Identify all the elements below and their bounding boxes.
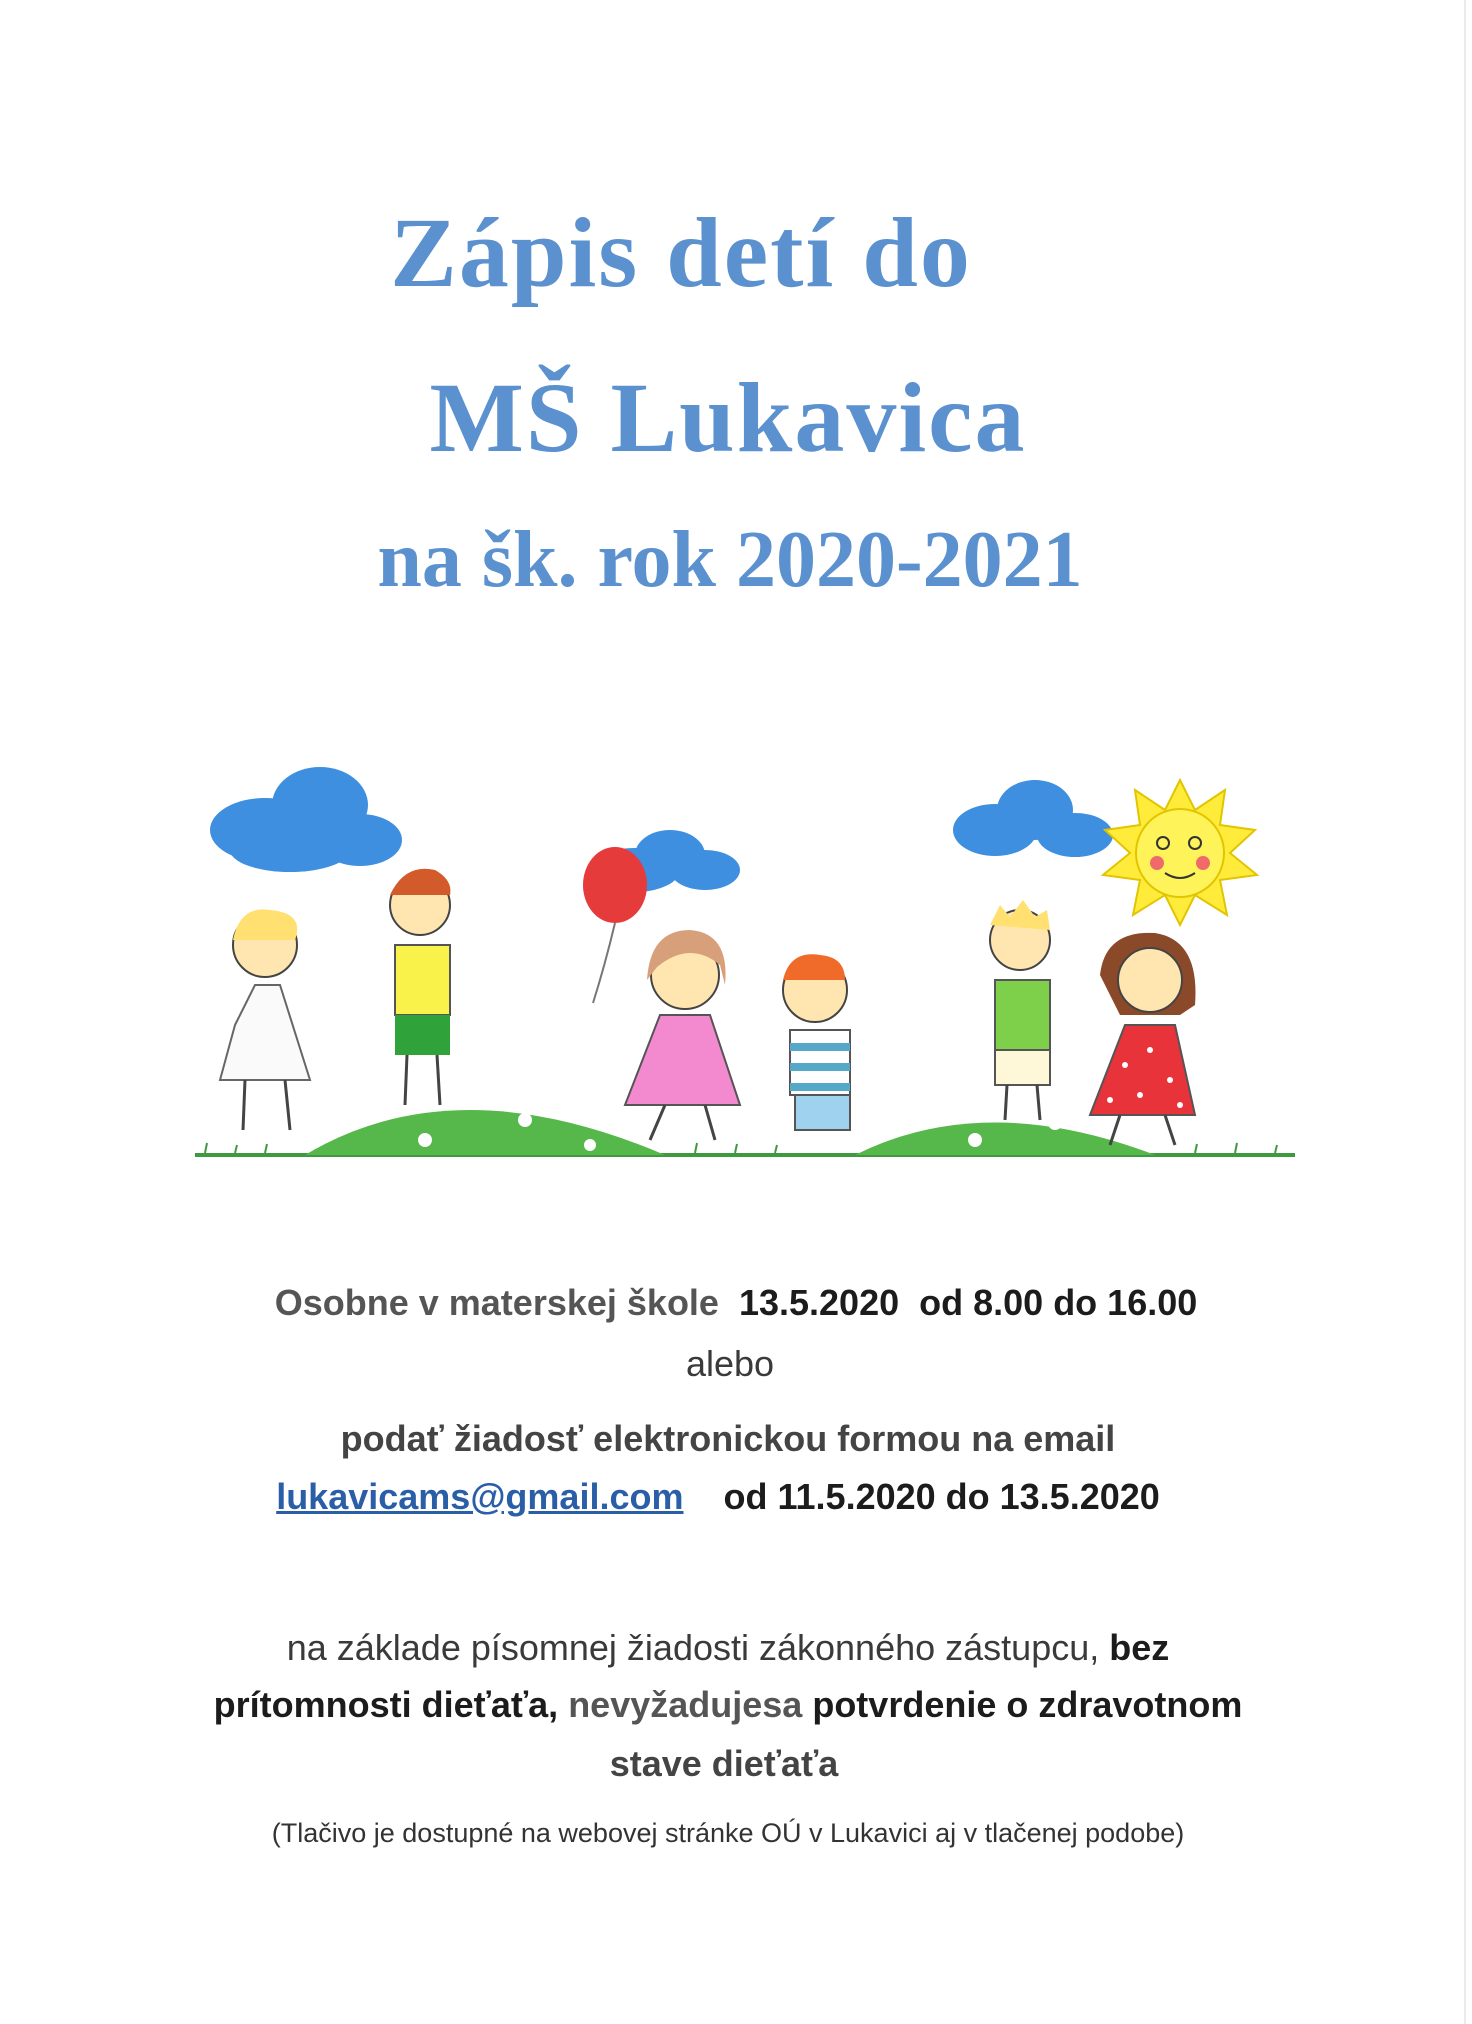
basis-line3: stave dieťaťa [609,1743,839,1784]
hill-right [855,1123,1155,1156]
child-figure [220,909,310,1130]
basis-line2-b: nevyžadujesa [568,1684,803,1725]
title-line-2: MŠ Lukavica [429,362,1027,473]
form-note: (Tlačivo je dostupné na webovej stránke OÚ v Lukavici aj v tlačenej podobe) [271,1818,1185,1848]
child-figure [390,869,450,1105]
children-illustration [195,745,1295,1205]
or-text: alebo [685,1343,775,1384]
electronic-dates: od 11.5.2020 do 13.5.2020 [723,1476,1160,1517]
basis-bold: bez [1109,1627,1170,1668]
child-figure [990,900,1050,1120]
in-person-date: 13.5.2020 [738,1282,900,1323]
sun-icon [1103,780,1257,925]
cloud-icon [953,780,1113,857]
child-figure [1090,933,1196,1145]
basis-line2-a: prítomnosti dieťaťa, [213,1684,559,1725]
child-figure [783,954,850,1130]
basis-text: na základe písomnej žiadosti zákonného zástupcu, [286,1627,1100,1668]
in-person-hours: od 8.00 do 16.00 [919,1282,1198,1323]
in-person-label: Osobne v materskej škole [274,1282,719,1323]
basis-line2-c: potvrdenie o zdravotnom [812,1684,1243,1725]
title-line-3: na šk. rok 2020-2021 [377,516,1083,604]
email-link[interactable]: lukavicams@gmail.com [276,1476,684,1517]
cloud-icon [210,767,402,872]
hill-left [305,1110,665,1155]
child-figure [625,930,740,1140]
title-line-1: Zápis detí do [390,197,972,308]
page-edge [1464,0,1466,2024]
electronic-text: podať žiadosť elektronickou formou na email [340,1418,1116,1459]
balloon-icon [583,847,647,1003]
